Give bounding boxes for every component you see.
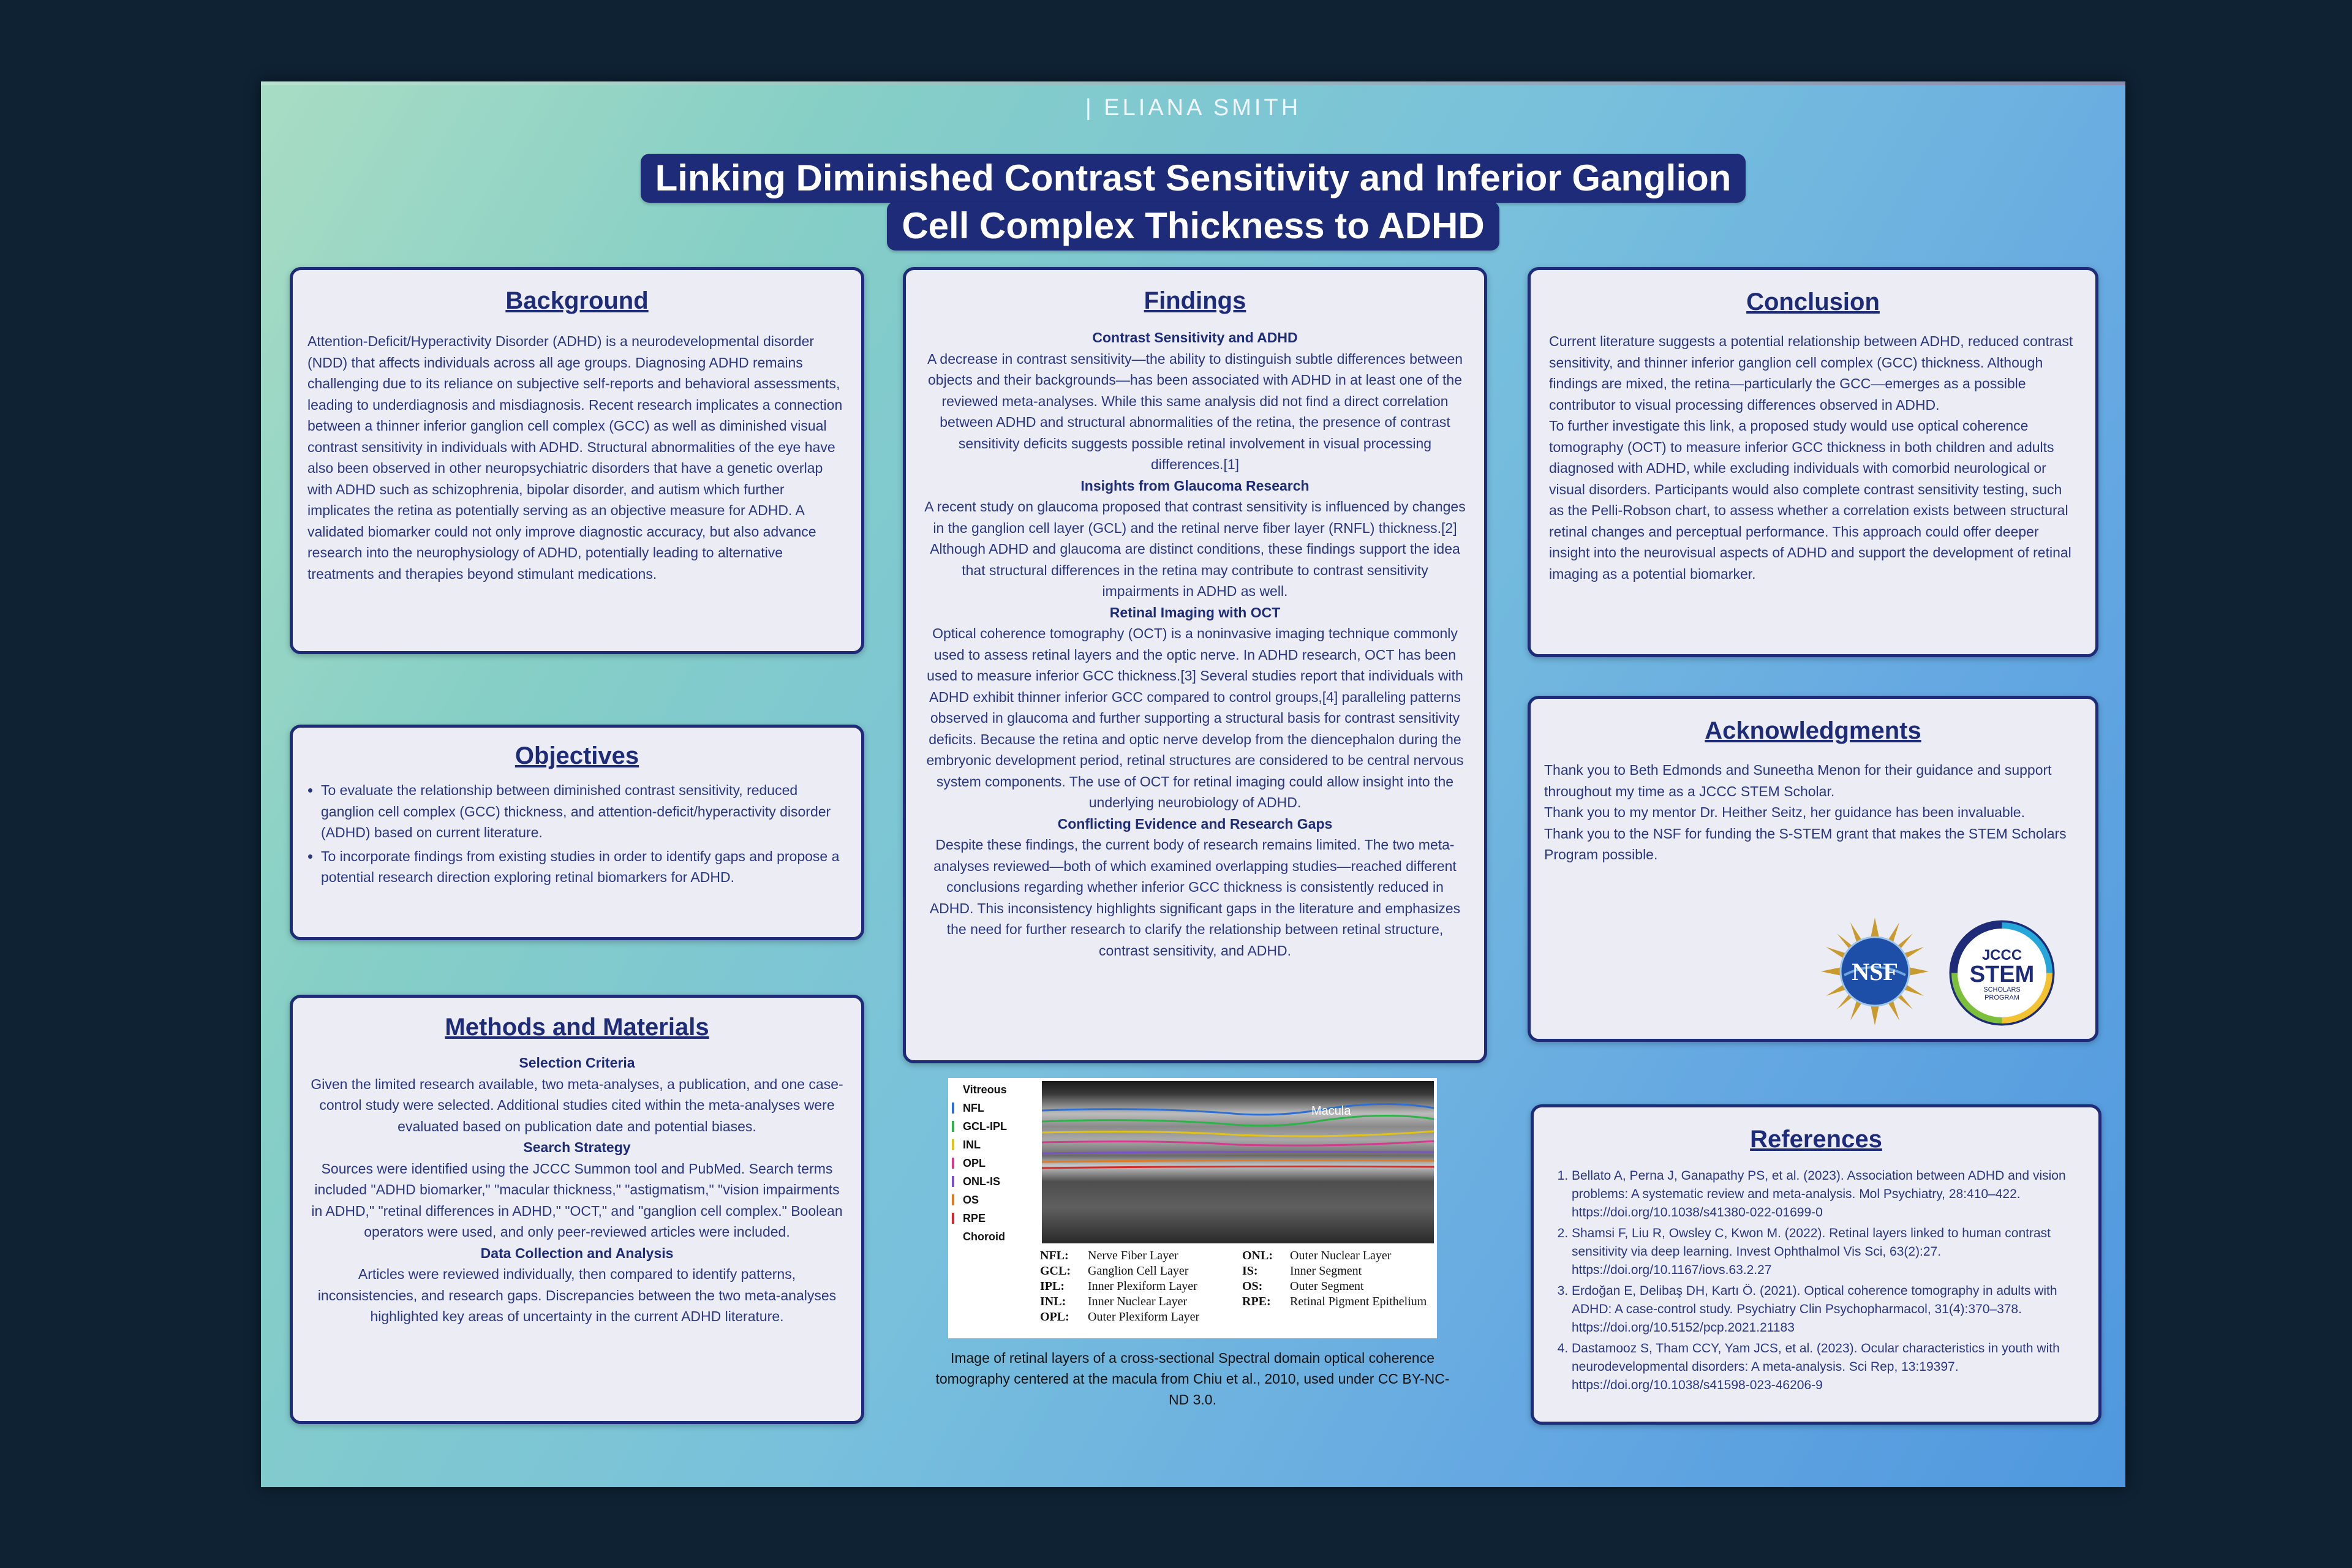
oct-layer-color-marker: [952, 1194, 954, 1205]
oct-legend-row: [1040, 1264, 1230, 1279]
oct-legend-abbr: OS:: [1242, 1280, 1263, 1293]
oct-scan-image: [1042, 1081, 1434, 1243]
findings-gaps-title: Conflicting Evidence and Research Gaps: [1057, 815, 1333, 832]
background-text: Attention-Deficit/Hyperactivity Disorder (ADHD) is a neurodevelopmental disorder (NDD) that affects individuals across all age groups. Diagnosing ADHD remains challenging due to its reliance on subjective self-reports and behavioral assessments, leading to underdiagnosis and misdiagnosis. Recent research implicates a connection between a thinner inferior ganglion cell complex (GCC) as well as diminished visual contrast sensitivity in individuals with ADHD. Structural abnormalities of the eye have also been observed in other neuropsychiatric disorders that have a genetic overlap with ADHD such as schizophrenia, bipolar disorder, and autism which further implicates the retina as potentially serving as an objective measure for ADHD. A validated biomarker could not only improve diagnostic accuracy, but also advance research into the neurophysiology of ADHD, potentially leading to alternative treatments and therapies beyond stimulant medications.: [307, 333, 843, 582]
oct-legend-abbr: INL:: [1040, 1295, 1066, 1308]
acknowledgments-panel: [1528, 696, 2098, 1042]
poster-title: [261, 154, 2125, 251]
oct-legend-name: Inner Segment: [1290, 1264, 1362, 1278]
search-strategy-title: Search Strategy: [523, 1139, 631, 1155]
author-name: | ELIANA SMITH: [1085, 95, 1302, 121]
oct-legend-row: [1242, 1279, 1432, 1294]
acknowledgment-text: Thank you to Beth Edmonds and Suneetha Menon for their guidance and support throughout my time as a JCCC STEM Scholar.: [1544, 762, 2052, 799]
oct-legend-abbr: NFL:: [1040, 1249, 1069, 1262]
stem-logo-sub-text: PROGRAM: [1985, 994, 2019, 1001]
oct-legend: [1040, 1248, 1432, 1325]
objective-item: • To incorporate findings from existing studies in order to identify gaps and propose a potential research direction exploring retinal biomarkers for ADHD.: [321, 846, 848, 888]
oct-legend-row: [1040, 1310, 1230, 1325]
oct-layer-label-text: RPE: [963, 1212, 986, 1224]
oct-legend-name: Outer Segment: [1290, 1280, 1364, 1293]
selection-criteria-title: Selection Criteria: [519, 1055, 635, 1071]
conclusion-paragraph: Current literature suggests a potential relationship between ADHD, reduced contrast sensitivity, and thinner inferior ganglion cell complex (GCC) thickness. Although findings are mixed, the retina—particularly the GCC—emerges as a possible contributor to visual processing differences observed in ADHD.: [1549, 333, 2073, 413]
oct-layer-color-marker: [952, 1158, 954, 1169]
oct-layer-label: [952, 1191, 1044, 1209]
oct-legend-name: Inner Plexiform Layer: [1088, 1280, 1197, 1293]
oct-layer-label: [952, 1172, 1044, 1191]
findings-glaucoma-title: Insights from Glaucoma Research: [1080, 477, 1310, 494]
oct-layer-lines: [1042, 1081, 1434, 1243]
oct-layer-label: [952, 1227, 1044, 1246]
objectives-list: [306, 780, 848, 888]
oct-layer-label-text: Vitreous: [963, 1084, 1007, 1096]
stem-logo-main-text: STEM: [1969, 962, 2035, 987]
findings-contrast-text: A decrease in contrast sensitivity—the ability to distinguish subtle differences between objects and their backgrounds—has been associated with ADHD in at least one of the reviewed meta-analyses. While this same analysis did not find a direct correlation between ADHD and structural abnormalities of the retina, the presence of contrast sensitivity deficits suggests possible retinal involvement in visual processing differences.[1]: [927, 350, 1463, 472]
findings-contrast-title: Contrast Sensitivity and ADHD: [1092, 330, 1298, 345]
oct-layer-color-marker: [952, 1139, 954, 1150]
background-heading: Background: [505, 287, 649, 314]
acknowledgment-text: Thank you to my mentor Dr. Heither Seitz, her guidance has been invaluable.: [1544, 804, 2025, 820]
poster: [261, 81, 2125, 1487]
oct-legend-abbr: IPL:: [1040, 1280, 1065, 1293]
findings-oct-title: Retinal Imaging with OCT: [1109, 604, 1281, 620]
data-collection-text: Articles were reviewed individually, then compared to identify patterns, inconsistencies, and research gaps. Discrepancies between the two meta-analyses highlighted key areas of uncertainty in the current ADHD literature.: [317, 1266, 837, 1324]
oct-legend-row: [1040, 1294, 1230, 1310]
oct-figure: [948, 1078, 1437, 1338]
references-panel: [1531, 1104, 2101, 1425]
reference-item: 4. Dastamooz S, Tham CCY, Yam JCS, et al. (2023). Ocular characteristics in youth with neurodevelopmental disorders: A meta-analysis. Sci Rep, 13:19397. https://doi.org/10.1038/s41598-023-46206-9: [1572, 1340, 2085, 1395]
stem-logo-sub-text: SCHOLARS: [1983, 986, 2021, 993]
nsf-logo: [1820, 916, 1930, 1027]
background-panel: [290, 267, 864, 654]
oct-legend-abbr: GCL:: [1040, 1264, 1071, 1278]
poster-top-edge: [261, 81, 2125, 85]
references-list: [1547, 1167, 2085, 1395]
oct-legend-row: [1040, 1279, 1230, 1294]
oct-legend-abbr: ONL:: [1242, 1249, 1273, 1262]
oct-layer-label: [952, 1136, 1044, 1154]
conclusion-paragraph: To further investigate this link, a proposed study would use optical coherence tomography (OCT) to measure inferior GCC thickness in both children and adults diagnosed with ADHD, while excluding individuals with comorbid neurological or visual disorders. Participants would also complete contrast sensitivity testing, such as the Pelli-Robson chart, to assess whether a correlation exists between structural retinal changes and perceptual performance. This approach could offer deeper insight into the neurovisual aspects of ADHD and support the development of retinal imaging as a potential biomarker.: [1549, 418, 2071, 582]
references-heading: References: [1750, 1126, 1882, 1153]
acknowledgments-heading: Acknowledgments: [1705, 717, 1921, 744]
oct-layer-label-text: OPL: [963, 1157, 986, 1169]
jccc-stem-logo: [1948, 919, 2056, 1027]
oct-layer-color-marker: [952, 1102, 954, 1114]
reference-item: 1. Bellato A, Perna J, Ganapathy PS, et al. (2023). Association between ADHD and vision problems: A systematic review and meta-analysis. Mol Psychiatry, 28:410–422. https://doi.org/10.1038/s41380-022-01699-0: [1572, 1167, 2085, 1222]
data-collection-title: Data Collection and Analysis: [480, 1245, 674, 1261]
oct-legend-name: Nerve Fiber Layer: [1088, 1249, 1178, 1262]
findings-heading: Findings: [1144, 287, 1246, 314]
title-line-2: Cell Complex Thickness to ADHD: [887, 202, 1499, 251]
oct-legend-abbr: IS:: [1242, 1264, 1258, 1278]
oct-layer-color-marker: [952, 1176, 954, 1187]
findings-glaucoma-text: A recent study on glaucoma proposed that contrast sensitivity is influenced by changes in the ganglion cell layer (GCL) and the retinal nerve fiber layer (RNFL) thickness.[2] Although ADHD and glaucoma are distinct conditions, these findings support the idea that structural differences in the retina may contribute to contrast sensitivity impairments in ADHD as well.: [924, 499, 1466, 599]
oct-layer-label-text: OS: [963, 1194, 979, 1206]
oct-layer-color-marker: [952, 1084, 954, 1095]
oct-legend-name: Inner Nuclear Layer: [1088, 1295, 1188, 1308]
oct-layer-color-marker: [952, 1231, 954, 1242]
title-line-1: Linking Diminished Contrast Sensitivity and Inferior Ganglion: [641, 154, 1746, 203]
oct-layer-color-marker: [952, 1121, 954, 1132]
selection-criteria-text: Given the limited research available, two meta-analyses, a publication, and one case-control study were selected. Additional studies cited within the meta-analyses were evaluated based on publication date and potential biases.: [311, 1076, 843, 1134]
oct-legend-row: [1242, 1264, 1432, 1279]
figure-caption: Image of retinal layers of a cross-sectional Spectral domain optical coherence tomography centered at the macula from Chiu et al., 2010, used under CC BY-NC-ND 3.0.: [935, 1350, 1450, 1408]
oct-layer-label-text: INL: [963, 1139, 981, 1151]
oct-legend-row: [1242, 1294, 1432, 1310]
reference-item: 3. Erdoğan E, Delibaş DH, Kartı Ö. (2021). Optical coherence tomography in adults with ADHD: A case-control study. Psychiatry Clin Psychopharmacol, 31(4):370–378. https://doi.org/10.5152/pcp.2021.21183: [1572, 1282, 2085, 1337]
oct-legend-name: Outer Plexiform Layer: [1088, 1310, 1200, 1324]
findings-panel: [903, 267, 1487, 1063]
stem-logo-top-text: JCCC: [1981, 947, 2022, 963]
objective-item: • To evaluate the relationship between diminished contrast sensitivity, reduced ganglion cell complex (GCC) thickness, and attention-deficit/hyperactivity disorder (ADHD) based on current literature.: [321, 780, 848, 843]
oct-legend-abbr: RPE:: [1242, 1295, 1271, 1308]
methods-heading: Methods and Materials: [445, 1014, 709, 1041]
oct-legend-name: Ganglion Cell Layer: [1088, 1264, 1189, 1278]
oct-layer-label: [952, 1080, 1044, 1099]
oct-layer-color-marker: [952, 1213, 954, 1224]
methods-panel: [290, 995, 864, 1424]
search-strategy-text: Sources were identified using the JCCC Summon tool and PubMed. Search terms included "ADHD biomarker," "macular thickness," "astigmatism," "vision impairments in ADHD," "retinal differences in ADHD," "OCT," and "ganglion cell complex." Boolean operators were used, and only peer-reviewed articles were included.: [311, 1160, 843, 1240]
oct-legend-abbr: OPL:: [1040, 1310, 1069, 1324]
objectives-heading: Objectives: [514, 742, 639, 769]
conclusion-panel: [1528, 267, 2098, 657]
nsf-logo-text: NSF: [1852, 958, 1898, 986]
acknowledgment-text: Thank you to the NSF for funding the S-STEM grant that makes the STEM Scholars Program possible.: [1544, 825, 2067, 862]
oct-layer-label-text: GCL-IPL: [963, 1120, 1007, 1133]
reference-item: 2. Shamsi F, Liu R, Owsley C, Kwon M. (2022). Retinal layers linked to human contrast sensitivity via deep learning. Invest Ophthalmol Vis Sci, 63(2):27. https://doi.org/10.1167/iovs.63.2.27: [1572, 1224, 2085, 1280]
findings-oct-text: Optical coherence tomography (OCT) is a noninvasive imaging technique commonly used to assess retinal layers and the optic nerve. In ADHD research, OCT has been used to measure inferior GCC thickness.[3] Several studies report that individuals with ADHD exhibit thinner inferior GCC compared to control groups,[4] paralleling patterns observed in glaucoma and further supporting a structural basis for contrast sensitivity deficits. Because the retina and optic nerve develop from the diencephalon during the embryonic development period, retinal structures are considered to be central nervous system components. The use of OCT for retinal imaging could allow insight into the underlying neurobiology of ADHD.: [926, 625, 1464, 810]
oct-layer-label: [952, 1117, 1044, 1136]
macula-label: Macula: [1311, 1104, 1351, 1118]
oct-legend-row: [1242, 1310, 1432, 1325]
oct-legend-name: Retinal Pigment Epithelium: [1290, 1295, 1427, 1308]
conclusion-heading: Conclusion: [1746, 288, 1880, 315]
oct-layer-label: [952, 1154, 1044, 1172]
oct-layer-label-text: NFL: [963, 1102, 984, 1114]
oct-layer-label-text: ONL-IS: [963, 1175, 1000, 1188]
oct-layer-label: [952, 1209, 1044, 1227]
findings-gaps-text: Despite these findings, the current body of research remains limited. The two meta-analyses reviewed—both of which examined overlapping studies—reached different conclusions regarding whether inferior GCC thickness is consistently reduced in ADHD. This inconsistency highlights significant gaps in the literature and emphasizes the need for further research to clarify the relationship between retinal structure, contrast sensitivity, and ADHD.: [929, 837, 1461, 959]
objectives-panel: [290, 725, 864, 940]
oct-layer-labels: [952, 1080, 1044, 1246]
oct-legend-name: Outer Nuclear Layer: [1290, 1249, 1392, 1262]
oct-layer-label-text: Choroid: [963, 1231, 1005, 1243]
oct-layer-label: [952, 1099, 1044, 1117]
oct-legend-row: [1040, 1248, 1230, 1264]
sponsor-logos: [1820, 916, 2077, 1033]
oct-legend-row: [1242, 1248, 1432, 1264]
